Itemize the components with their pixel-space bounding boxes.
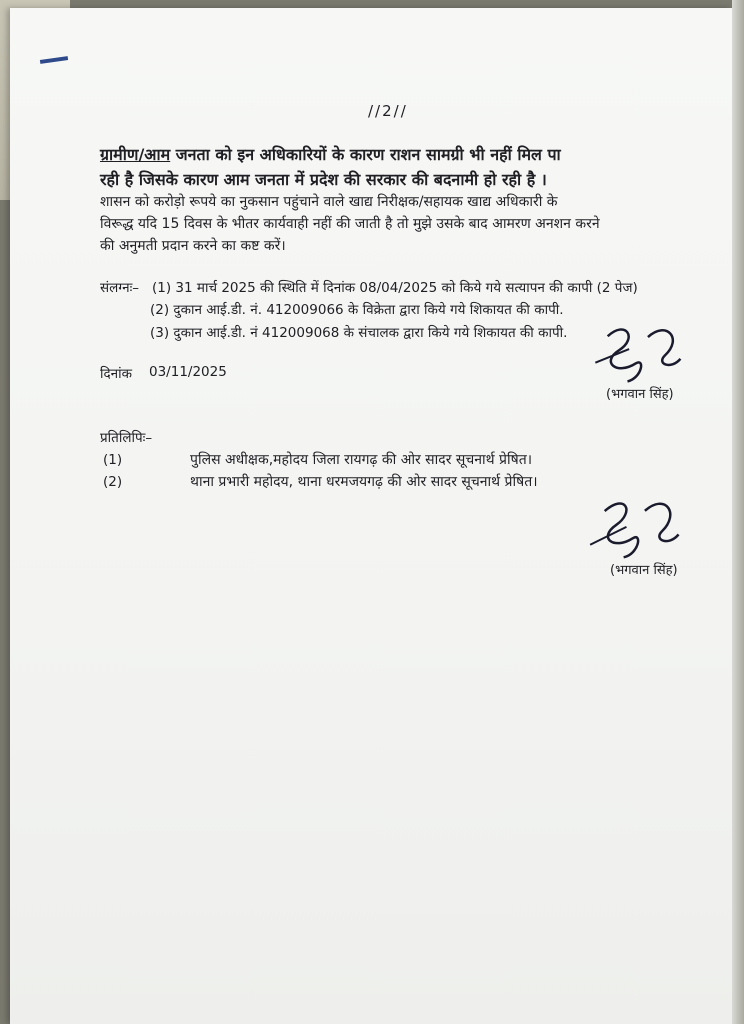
copy-label: प्रतिलिपिः– [100, 430, 153, 446]
copy-item-2-number: (2) [103, 474, 123, 490]
signature-1-drawing [586, 313, 693, 393]
page-edge [732, 0, 744, 1024]
para1-line1 [100, 143, 712, 165]
date-label: दिनांक [100, 366, 133, 382]
copy-item-1-number: (1) [103, 452, 123, 468]
para2-line2: विरूद्ध यदि 15 दिवस के भीतर कार्यवाही नहीं की जाती है तो मुझे उसके बाद आमरण अनशन करने [100, 216, 600, 232]
para1-line2: रही है जिसके कारण आम जनता में प्रदेश की सरकार की बदनामी हो रही है । [100, 170, 547, 189]
para2-line1: शासन को करोड़ो रूपये का नुकसान पहुंचाने वाले खाद्य निरीक्षक/सहायक खाद्य अधिकारी के [100, 194, 558, 210]
signatory-name-2: (भगवान सिंह) [610, 563, 678, 578]
date-value: 03/11/2025 [149, 364, 227, 380]
page-number: //2// [368, 102, 408, 120]
underlined-phrase: ग्रामीण/आम [100, 145, 171, 164]
para2-line3: की अनुमती प्रदान करने का कष्ट करें। [100, 238, 286, 254]
signature-2-drawing [581, 485, 688, 570]
para1-line1-text: जनता को इन अधिकारियों के कारण राशन सामग्री भी नहीं मिल पा [170, 145, 561, 164]
signatory-name-1: (भगवान सिंह) [606, 387, 674, 402]
copy-item-1-text: पुलिस अधीक्षक,महोदय जिला रायगढ़ की ओर सादर सूचनार्थ प्रेषित। [190, 452, 533, 468]
enclosure-item-3: (3) दुकान आई.डी. नं 412009068 के संचालक द्वारा किये गये शिकायत की कापी. [150, 325, 568, 341]
enclosure-label: संलग्नः– [100, 280, 140, 296]
enclosure-item-2: (2) दुकान आई.डी. नं. 412009066 के विक्रेता द्वारा किये गये शिकायत की कापी. [150, 302, 564, 318]
copy-item-2-text: थाना प्रभारी महोदय, थाना धरमजयगढ़ की ओर सादर सूचनार्थ प्रेषित। [190, 474, 538, 490]
enclosure-item-1: (1) 31 मार्च 2025 की स्थिति में दिनांक 08/04/2025 को किये गये सत्यापन की कापी (2 पेज) [152, 280, 638, 296]
